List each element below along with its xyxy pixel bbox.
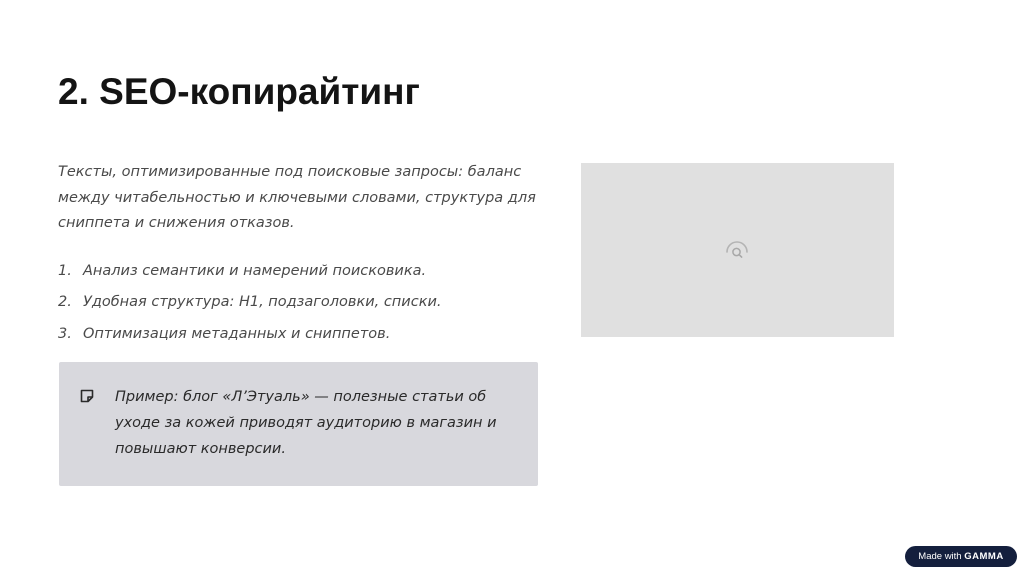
slide-title: 2. SEO-копирайтинг	[58, 71, 420, 112]
list-item-text: Оптимизация метаданных и сниппетов.	[83, 325, 391, 342]
list-item-number: 2.	[58, 294, 72, 311]
image-placeholder	[581, 163, 894, 337]
made-with-gamma-badge[interactable]	[905, 546, 1017, 567]
gamma-logo: GAMMA	[964, 551, 1004, 562]
list-item-text: Удобная структура: H1, подзаголовки, списки.	[83, 294, 442, 311]
intro-paragraph: Тексты, оптимизированные под поисковые запросы: баланс между читабельностью и ключевыми словами, структура для сниппета и снижения отказов.	[58, 164, 536, 231]
badge-prefix: Made with	[918, 551, 962, 562]
list-item-text: Анализ семантики и намерений поисковика.	[83, 262, 427, 279]
list-item	[58, 318, 538, 350]
loading-search-icon	[723, 236, 751, 264]
list-item-number: 1.	[58, 262, 72, 279]
note-icon	[79, 388, 95, 404]
list-item	[58, 287, 538, 319]
callout-text: Пример: блог «Л’Этуаль» — полезные статьи об уходе за кожей приводят аудиторию в магазин и повышают конверсии.	[115, 389, 497, 457]
list-item	[58, 255, 538, 287]
steps-list	[58, 255, 538, 350]
list-item-number: 3.	[58, 325, 72, 342]
example-callout	[59, 362, 538, 486]
